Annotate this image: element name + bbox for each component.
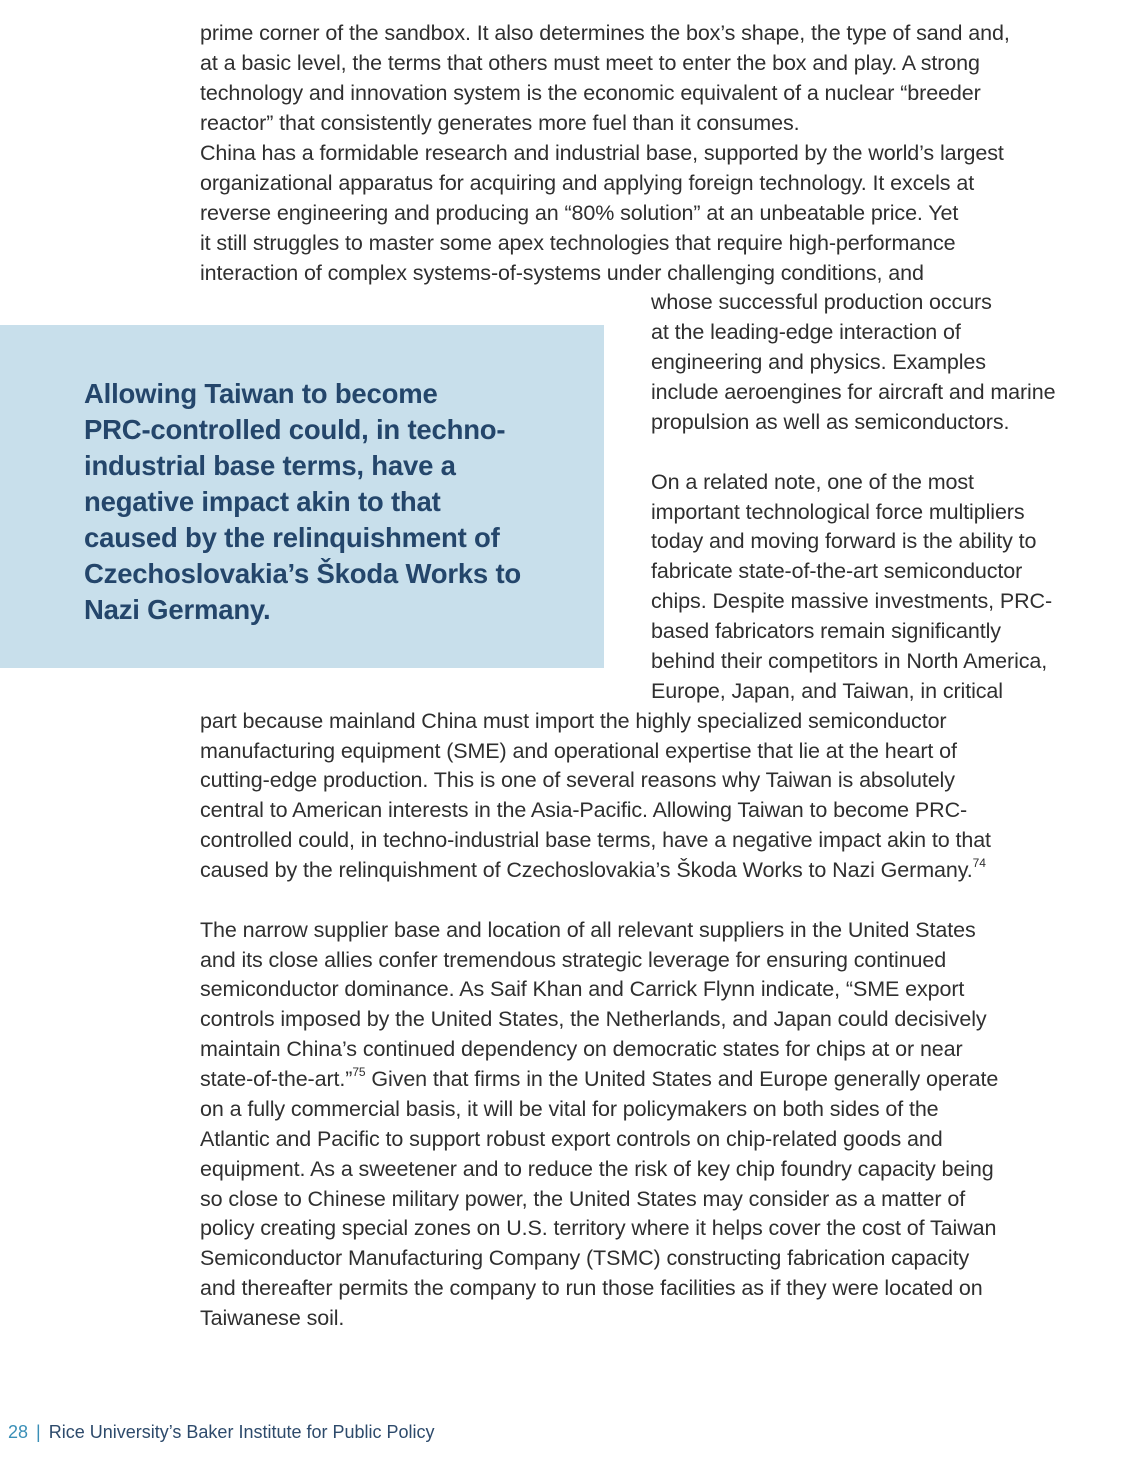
body-line: and its close allies confer tremendous strategic leverage for ensuring continued <box>200 948 947 972</box>
body-line: maintain China’s continued dependency on democratic states for chips at or near <box>200 1037 963 1061</box>
body-line: today and moving forward is the ability to <box>651 529 1037 553</box>
page-number: 28 <box>8 1422 29 1442</box>
body-line: based fabricators remain significantly <box>651 619 1001 643</box>
body-line: cutting-edge production. This is one of several reasons why Taiwan is absolutely <box>200 768 955 792</box>
body-line: engineering and physics. Examples <box>651 350 986 374</box>
body-line: so close to Chinese military power, the United States may consider as a matter of <box>200 1187 966 1211</box>
body-line: technology and innovation system is the economic equivalent of a nuclear “breeder <box>200 81 981 105</box>
body-line: reactor” that consistently generates more fuel than it consumes. <box>200 111 800 135</box>
body-line: Europe, Japan, and Taiwan, in critical <box>651 679 1003 703</box>
body-line: reverse engineering and producing an “80% solution” at an unbeatable price. Yet <box>200 201 959 225</box>
body-line: behind their competitors in North America, <box>651 649 1048 673</box>
body-line: organizational apparatus for acquiring and applying foreign technology. It excels at <box>200 171 975 195</box>
body-line-text: state-of-the-art.” <box>200 1067 353 1091</box>
body-line: The narrow supplier base and location of all relevant suppliers in the United States <box>200 918 976 942</box>
pull-quote-line: caused by the relinquishment of <box>84 522 500 553</box>
body-line: propulsion as well as semiconductors. <box>651 410 1010 434</box>
body-line: prime corner of the sandbox. It also determines the box’s shape, the type of sand and, <box>200 21 1010 45</box>
footnote-ref[interactable]: 75 <box>352 1064 366 1079</box>
body-line: at a basic level, the terms that others must meet to enter the box and play. A strong <box>200 51 980 75</box>
body-line: it still struggles to master some apex technologies that require high-performance <box>200 231 956 255</box>
body-line: China has a formidable research and industrial base, supported by the world’s largest <box>200 141 1004 165</box>
pull-quote-line: Allowing Taiwan to become <box>84 378 438 409</box>
body-line: at the leading-edge interaction of <box>651 320 961 344</box>
body-line: central to American interests in the Asia-Pacific. Allowing Taiwan to become PRC- <box>200 798 968 822</box>
body-line: Semiconductor Manufacturing Company (TSMC) constructing fabrication capacity <box>200 1246 970 1270</box>
body-line: part because mainland China must import the highly specialized semiconductor <box>200 709 947 733</box>
body-line: fabricate state-of-the-art semiconductor <box>651 559 1023 583</box>
body-line <box>200 1064 998 1094</box>
publisher-name: Rice University’s Baker Institute for Public Policy <box>48 1422 435 1442</box>
body-line: chips. Despite massive investments, PRC- <box>651 589 1053 613</box>
pull-quote-line: Czechoslovakia’s Škoda Works to <box>84 558 522 589</box>
body-line: Taiwanese soil. <box>200 1306 345 1330</box>
pull-quote <box>0 325 604 668</box>
pull-quote-line: Nazi Germany. <box>84 594 271 625</box>
body-line: interaction of complex systems-of-systems under challenging conditions, and <box>200 261 924 285</box>
body-line: and thereafter permits the company to run those facilities as if they were located on <box>200 1276 983 1300</box>
footnote-ref[interactable]: 74 <box>972 855 986 870</box>
body-line: controlled could, in techno-industrial base terms, have a negative impact akin to that <box>200 828 991 852</box>
body-line: Atlantic and Pacific to support robust export controls on chip-related goods and <box>200 1127 943 1151</box>
body-line: On a related note, one of the most <box>651 470 974 494</box>
body-line: controls imposed by the United States, the Netherlands, and Japan could decisively <box>200 1007 987 1031</box>
body-line: manufacturing equipment (SME) and operational expertise that lie at the heart of <box>200 739 957 763</box>
body-line: whose successful production occurs <box>651 290 992 314</box>
pull-quote-line: industrial base terms, have a <box>84 450 456 481</box>
body-line <box>200 855 986 885</box>
pull-quote-line: PRC-controlled could, in techno- <box>84 414 506 445</box>
page-footer <box>8 1419 435 1445</box>
body-line: equipment. As a sweetener and to reduce the risk of key chip foundry capacity being <box>200 1157 994 1181</box>
body-line: on a fully commercial basis, it will be vital for policymakers on both sides of the <box>200 1097 939 1121</box>
body-line: important technological force multipliers <box>651 500 1025 524</box>
body-line-text: caused by the relinquishment of Czechoslovakia’s Škoda Works to Nazi Germany. <box>200 858 973 882</box>
pull-quote-line: negative impact akin to that <box>84 486 441 517</box>
body-line: semiconductor dominance. As Saif Khan and Carrick Flynn indicate, “SME export <box>200 977 965 1001</box>
footer-separator: | <box>36 1422 41 1442</box>
body-line: include aeroengines for aircraft and marine <box>651 380 1056 404</box>
body-line-text: Given that firms in the United States and Europe generally operate <box>365 1067 999 1091</box>
body-line: policy creating special zones on U.S. territory where it helps cover the cost of Taiwan <box>200 1216 997 1240</box>
